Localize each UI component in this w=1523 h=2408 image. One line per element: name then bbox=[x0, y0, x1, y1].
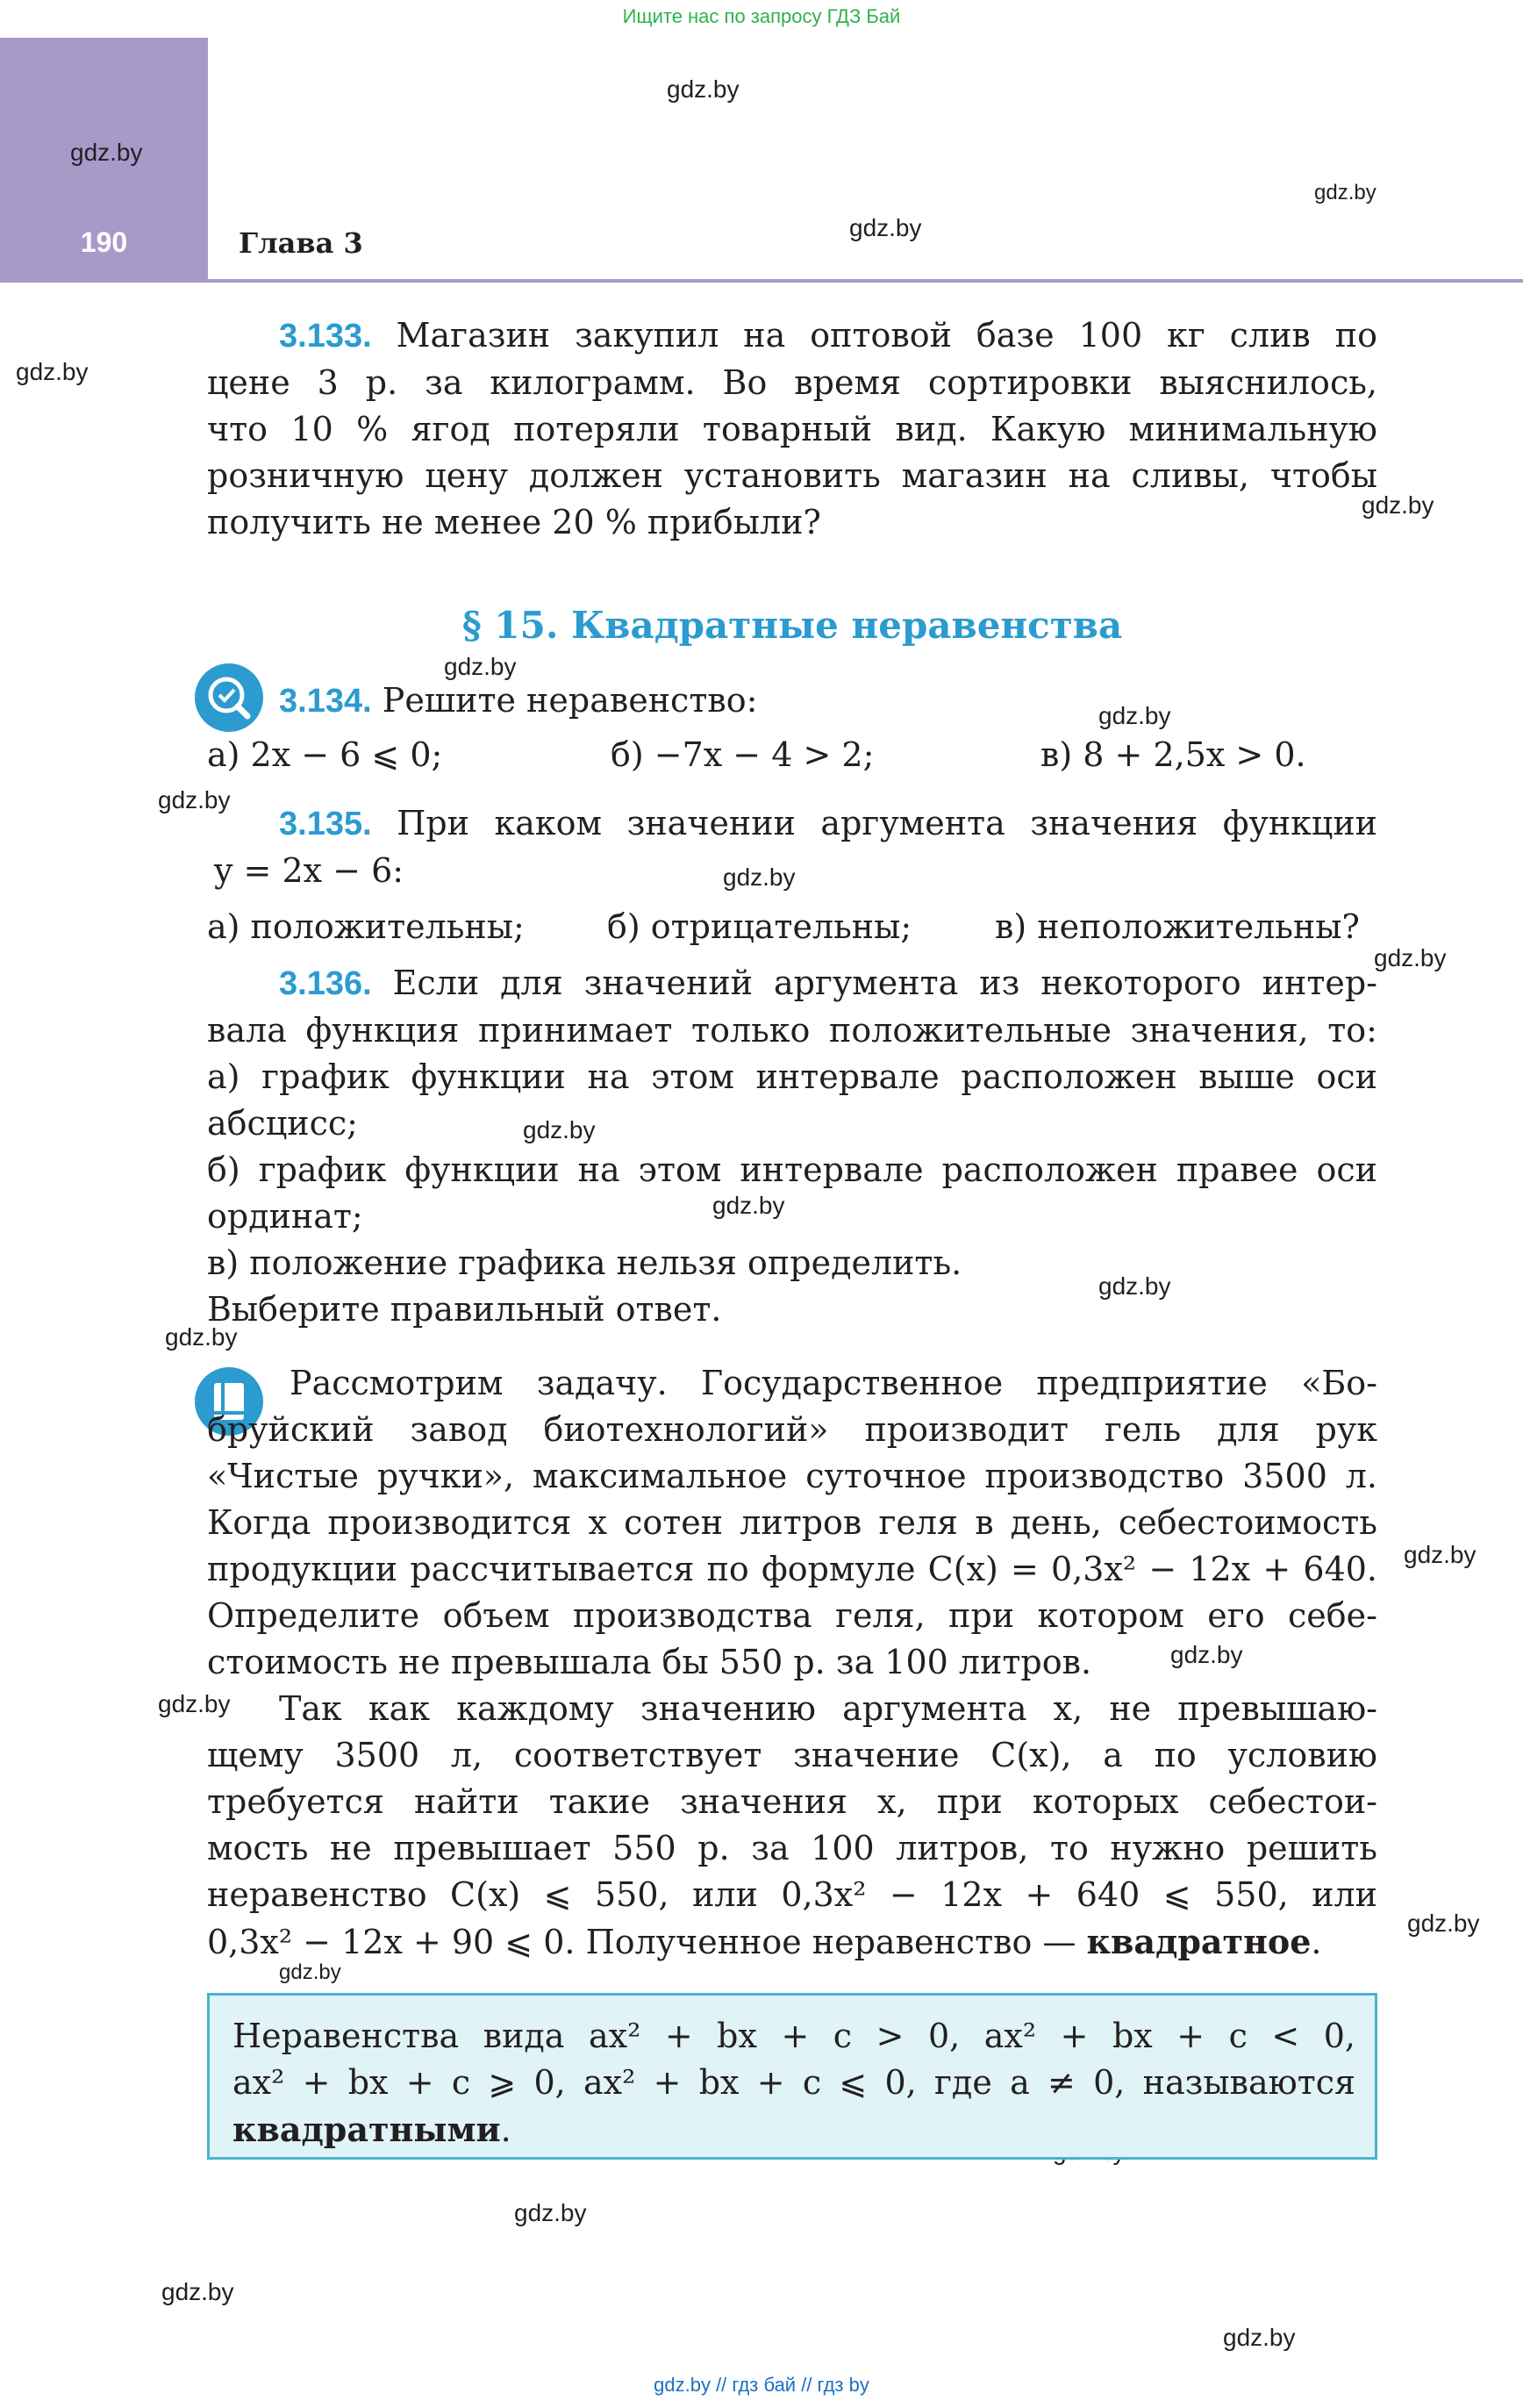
problem-number: 3.136. bbox=[279, 965, 372, 1002]
solution bbox=[207, 1686, 1377, 1966]
watermark: gdz.by bbox=[165, 1323, 238, 1351]
punctuation: . bbox=[1311, 1923, 1322, 1961]
problem-number: 3.133. bbox=[279, 318, 372, 355]
answer-option: б) −7x − 4 > 2; bbox=[611, 735, 875, 774]
watermark: gdz.by bbox=[667, 75, 740, 103]
problem-text-line: вала функция принимает только положительные значения, то: bbox=[207, 1011, 1377, 1050]
example-text-line: «Чистые ручки», максимальное суточное производство 3500 л. bbox=[207, 1457, 1377, 1495]
problem-text-line: получить не менее 20 % прибыли? bbox=[207, 503, 821, 541]
problem-text-line: розничную цену должен установить магазин на сливы, чтобы bbox=[207, 456, 1377, 495]
watermark: gdz.by bbox=[849, 214, 922, 241]
watermark: gdz.by bbox=[723, 864, 796, 891]
top-search-link[interactable]: Ищите нас по запросу ГДЗ Бай bbox=[622, 5, 901, 27]
magnifier-check-icon bbox=[195, 663, 263, 732]
definition-box bbox=[207, 1993, 1377, 2160]
answer-option: в) неположительны? bbox=[995, 907, 1360, 946]
definition-text-line: Неравенства вида ax² + bx + c > 0, ax² + bx + c < 0, bbox=[232, 2017, 1355, 2055]
problem-text-line: Если для значений аргумента из некоторого интер- bbox=[392, 964, 1377, 1002]
watermark: gdz.by bbox=[161, 2278, 234, 2305]
page-number: 190 bbox=[80, 226, 128, 258]
answer-option: б) отрицательны; bbox=[607, 907, 912, 946]
watermark: gdz.by bbox=[70, 139, 143, 166]
watermark: gdz.by bbox=[1314, 181, 1376, 204]
answer-option: в) 8 + 2,5x > 0. bbox=[1040, 735, 1306, 774]
example-text-line: Рассмотрим задачу. Государственное предприятие «Бо- bbox=[290, 1364, 1377, 1402]
watermark: gdz.by bbox=[1362, 491, 1434, 519]
solution-final-line bbox=[207, 1918, 1377, 1966]
solution-text-line: Так как каждому значению аргумента x, не превышаю- bbox=[279, 1689, 1377, 1728]
watermark: gdz.by bbox=[1407, 1910, 1480, 1937]
example-text-line: стоимость не превышала бы 550 р. за 100 литров. bbox=[207, 1643, 1092, 1681]
problem-text-line: ординат; bbox=[207, 1197, 363, 1236]
problem-3-134 bbox=[279, 677, 757, 725]
problem-text-line: что 10 % ягод потеряли товарный вид. Какую минимальную bbox=[207, 410, 1377, 448]
problem-text-line: y = 2x − 6: bbox=[214, 851, 404, 890]
definition-text-line bbox=[232, 2106, 1355, 2154]
watermark: gdz.by bbox=[158, 786, 231, 813]
watermark: gdz.by bbox=[1098, 1272, 1171, 1300]
solution-text-line: мость не превышает 550 р. за 100 литров, то нужно решить bbox=[207, 1829, 1377, 1867]
watermark: gdz.by bbox=[1404, 1541, 1477, 1568]
problem-text-line: Магазин закупил на оптовой базе 100 кг слив по bbox=[396, 316, 1377, 355]
watermark: gdz.by bbox=[444, 653, 517, 680]
problem-number: 3.135. bbox=[279, 806, 372, 842]
watermark: gdz.by bbox=[158, 1690, 231, 1717]
problem-text-line: в) положение графика нельзя определить. bbox=[207, 1243, 962, 1282]
solution-text-line: неравенство C(x) ⩽ 550, или 0,3x² − 12x + 640 ⩽ 550, или bbox=[207, 1875, 1377, 1914]
chapter-title: Глава 3 bbox=[239, 226, 363, 260]
header-rule bbox=[208, 279, 1523, 283]
problem-text-line: Выберите правильный ответ. bbox=[207, 1290, 722, 1329]
problem-text-line: абсцисс; bbox=[207, 1104, 358, 1143]
watermark: gdz.by bbox=[1170, 1641, 1243, 1668]
watermark: gdz.by bbox=[523, 1116, 596, 1143]
solution-text-line: требуется найти такие значения x, при которых себестои- bbox=[207, 1782, 1377, 1821]
bottom-links[interactable]: gdz.by // гдз бай // гдз by bbox=[654, 2374, 869, 2396]
definition-text-line: ax² + bx + c ⩾ 0, ax² + bx + c ⩽ 0, где a ≠ 0, называются bbox=[232, 2063, 1355, 2102]
problem-text-line: а) график функции на этом интервале расположен выше оси bbox=[207, 1057, 1377, 1096]
solution-text: 0,3x² − 12x + 90 ⩽ 0. Полученное неравенство — bbox=[207, 1923, 1076, 1961]
problem-number: 3.134. bbox=[279, 683, 372, 720]
bold-term: квадратное bbox=[1086, 1922, 1312, 1961]
solution-text-line: щему 3500 л, соответствует значение C(x), а по условию bbox=[207, 1736, 1377, 1774]
problem-text-line: цене 3 р. за килограмм. Во время сортировки выяснилось, bbox=[207, 363, 1377, 402]
answer-option: а) положительны; bbox=[207, 907, 525, 946]
answer-option: а) 2x − 6 ⩽ 0; bbox=[207, 735, 443, 774]
example-text-line: Когда производится x сотен литров геля в день, себестоимость bbox=[207, 1503, 1377, 1542]
watermark: gdz.by bbox=[514, 2199, 587, 2226]
watermark: gdz.by bbox=[1098, 702, 1171, 729]
problem-3-136 bbox=[207, 960, 1377, 1333]
bold-term: квадратными bbox=[232, 2110, 501, 2149]
example-text-line: продукции рассчитывается по формуле C(x) = 0,3x² − 12x + 640. bbox=[207, 1550, 1377, 1588]
example-text-line: Определите объем производства геля, при котором его себе- bbox=[207, 1596, 1377, 1635]
watermark: gdz.by bbox=[1223, 2324, 1296, 2351]
problem-text-line: б) график функции на этом интервале расположен правее оси bbox=[207, 1150, 1377, 1189]
watermark: gdz.by bbox=[279, 1960, 341, 1984]
section-title: § 15. Квадратные неравенства bbox=[461, 604, 1123, 647]
punctuation: . bbox=[500, 2111, 511, 2149]
watermark: gdz.by bbox=[712, 1192, 785, 1219]
problem-text: Решите неравенство: bbox=[382, 681, 758, 720]
example-problem bbox=[207, 1360, 1377, 1686]
problem-text-line: При каком значении аргумента значения функции bbox=[397, 804, 1377, 842]
example-text-line: бруйский завод биотехнологий» производит гель для рук bbox=[207, 1410, 1377, 1449]
problem-3-133 bbox=[207, 312, 1377, 546]
watermark: gdz.by bbox=[1374, 944, 1447, 971]
problem-3-135 bbox=[207, 800, 1377, 894]
watermark: gdz.by bbox=[16, 358, 89, 385]
